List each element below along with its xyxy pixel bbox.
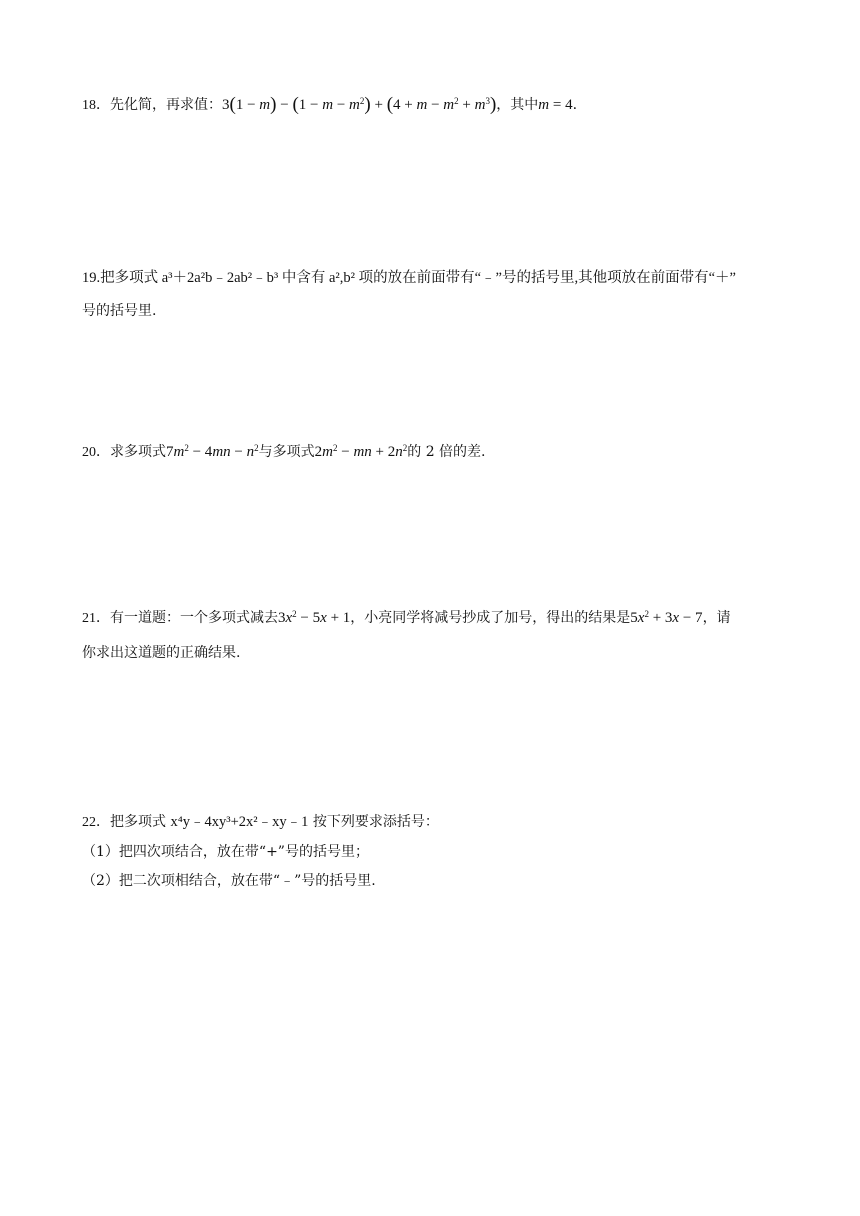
question-text: 求多项式 <box>110 444 166 460</box>
question-text: ，其中 <box>496 97 539 113</box>
question-19 <box>82 267 784 322</box>
question-19-line-1 <box>82 267 784 289</box>
question-21-line-1 <box>82 607 784 630</box>
question-22 <box>82 811 784 892</box>
math-polynomial-2: $5x^2 + 3x - 7$ <box>630 609 703 626</box>
math-polynomial-2: $2m^2$ − mn + $2n^2$ <box>314 443 408 460</box>
question-21 <box>82 607 784 664</box>
question-18 <box>82 94 784 117</box>
question-number: 18． <box>82 98 110 113</box>
question-text: 有一道题：一个多项式减去 <box>110 610 278 626</box>
question-text: 与多项式 <box>258 444 315 460</box>
math-polynomial-1: $3x^2 - 5x + 1$ <box>278 609 351 626</box>
question-text: 按下列要求添括号： <box>312 814 439 830</box>
math-expression: $3(1 - m) - (1 - m - m^2) + (4 + m - m^2 + m^3)$ <box>222 94 497 115</box>
question-text: 先化简，再求值： <box>110 97 222 113</box>
math-polynomial-1: $7m^2 - 4mn - n^2$ <box>166 443 259 460</box>
question-20 <box>82 441 784 464</box>
question-number: 19. <box>82 270 101 286</box>
question-18-line <box>82 94 784 117</box>
math-condition: m = 4 <box>538 97 573 113</box>
question-text: ，小亮同学将减号抄成了加号，得出的结果是 <box>350 610 631 626</box>
question-number: 21． <box>82 611 110 626</box>
question-text: . <box>572 97 578 113</box>
question-20-line <box>82 441 784 464</box>
question-text: 把多项式 a³＋2a²b﹣2ab²﹣b³ 中含有 a²,b² 项的放在前面带有“﹣”号的括号里,其他项放在前面带有“＋” <box>100 270 736 286</box>
question-number: 20． <box>82 445 110 460</box>
question-21-line-2: 你求出这道题的正确结果. <box>82 645 241 661</box>
question-19-line-2: 号的括号里. <box>82 303 157 319</box>
question-text: 的 2 倍的差. <box>407 444 486 460</box>
question-22-line-1 <box>82 811 784 834</box>
question-text: 把多项式 <box>110 814 166 830</box>
question-text: ，请 <box>702 610 731 626</box>
question-22-part-2: （2）把二次项相结合，放在带“﹣”号的括号里. <box>82 873 376 889</box>
question-number: 22． <box>82 815 110 830</box>
math-polynomial: x⁴y﹣4xy³+2x²﹣xy﹣1 <box>170 814 309 830</box>
question-22-part-1: （1）把四次项结合，放在带“+”号的括号里； <box>82 844 369 860</box>
